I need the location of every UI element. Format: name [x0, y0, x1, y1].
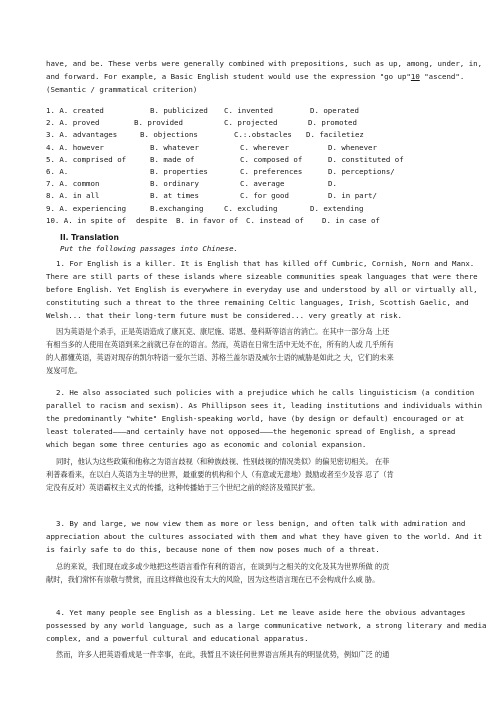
option-a: 2. A. proved	[46, 118, 100, 128]
option-a: 4. A. however	[46, 142, 104, 152]
passage-cn-line: 利普森看来，在以白人英语为主导的世界，最重要的机构和个人（有意或无意地）鼓励或者至少及容 忍了（肯	[46, 470, 394, 479]
option-c: C. excluding	[224, 203, 278, 213]
option-c: C. instead of	[246, 215, 304, 225]
option-c: C. projected	[224, 118, 278, 128]
passage-en-line: possessed by any world language, such as a large communicative network, a strong literary and media	[46, 621, 487, 630]
section-header	[60, 232, 470, 254]
passage-cn-line: 定没有反对）英语霸权主义式的传播，这种传播始于三个世纪之前的经济及殖民扩张。	[46, 483, 320, 492]
passage-en-line: before English. Yet English is everywhere in everyday use and understood by all or virtually all,	[46, 285, 478, 294]
option-b: B. properties	[150, 166, 208, 176]
option-c: C. for good	[240, 191, 289, 201]
option-c: C. average	[240, 179, 285, 189]
passage-1	[46, 257, 478, 377]
passage-cn-line: 岌岌可危。	[46, 366, 82, 375]
passage-en-line: There are still parts of these islands where sizeable communities speak languages that were there	[46, 272, 478, 281]
option-d: D. promoted	[308, 118, 357, 128]
passage-cn-line: 的人都懂英语，英语对现存的凯尔特语一爱尔兰语、苏格兰盖尔语及威尔士语的威胁是如此之 大，它们的未来	[46, 353, 394, 362]
passage-en-line: appreciation about the cultures associated with them and what they have given to the world. And it	[46, 532, 483, 541]
option-row	[46, 189, 456, 201]
passage-en-line: the predominantly "white" English-speaking world, have (by design or default) encouraged or at	[46, 414, 465, 423]
option-row	[46, 202, 456, 214]
option-c: C. wherever	[240, 142, 289, 152]
passage-cn-line: 献时，我们常怀有崇敬与赞赏，而且这样做也没有太大的风险，因为这些语言现在已不会构成什么威 胁。	[46, 575, 380, 584]
option-b: B. at times	[150, 191, 199, 201]
option-row	[46, 128, 456, 140]
option-d: D. in part/	[328, 191, 377, 201]
option-c: C.:.obstacles	[234, 130, 292, 140]
option-b: B. made of	[150, 154, 195, 164]
option-d: D. whenever	[328, 142, 377, 152]
option-a: 10. A. in spite of	[46, 215, 127, 225]
section-title: II. Translation	[60, 233, 119, 242]
passage-2	[46, 386, 483, 494]
option-a: 1. A. created	[46, 106, 104, 115]
option-a-alt: despite	[136, 215, 168, 225]
option-a: 3. A. advantages	[46, 130, 118, 140]
option-d: D. constituted of	[328, 154, 404, 164]
passage-en-line: 1. For English is a killer. It is English that has killed off Cumbric, Cornish, Norn and Manx.	[56, 259, 475, 268]
passage-en-line: 4. Yet many people see English as a blessing. Let me leave aside here the obvious advantages	[56, 608, 466, 617]
option-a: 9. A. experiencing	[46, 203, 127, 213]
passage-en-line: 3. By and large, we now view them as more or less benign, and often talk with admiration and	[56, 519, 466, 528]
option-row	[46, 104, 456, 116]
passage-4	[46, 606, 487, 661]
passage-en-line: which began some three centuries ago as economic and colonial expansion.	[46, 440, 367, 449]
passage-en-line: 2. He also associated such policies with a prejudice which he calls linguisticism (a condition	[56, 388, 475, 397]
option-d: D. faciletiez	[306, 130, 364, 140]
intro-line: (Semantic / grammatical criterion)	[46, 85, 198, 94]
option-a: 7. A. common	[46, 179, 100, 189]
passage-cn-line: 因为英语是个杀手，正是英语造成了康瓦克、康尼施、诺恩、曼科斯等语言的消亡。在其中一部分岛 上还	[56, 327, 390, 336]
option-a: 6. A.	[46, 166, 69, 176]
passage-en-line: parallel to racism and sexism). As Phillipson sees it, leading institutions and individuals within	[46, 401, 483, 410]
option-d: D. in case of	[322, 215, 380, 225]
intro-paragraph	[46, 57, 483, 96]
option-a: 8. A. in all	[46, 191, 100, 201]
intro-line: have, and be. These verbs were generally combined with prepositions, such as up, among, under, in,	[46, 59, 483, 68]
option-row	[46, 153, 456, 165]
option-b: B. publicized	[150, 106, 208, 115]
passage-cn-line: 同时，他认为这些政策和他称之为语言歧视（和种族歧视、性别歧视的情况类似）的偏见密切相关。 在菲	[56, 457, 390, 466]
option-c: C. invented	[224, 106, 273, 115]
passage-cn-line: 然而，许多人把英语看成是一件幸事，在此，我暂且不谈任何世界语言所具有的明显优势，例如广泛 的通	[56, 650, 390, 659]
passage-en-line: is fairly safe to do this, because none of them now poses much of a threat.	[46, 545, 380, 554]
passage-en-line: constituting such a threat to the three remaining Celtic languages, Irish, Scottish Gaelic, and	[46, 298, 469, 307]
intro-text: "ascend".	[419, 72, 465, 81]
option-c: C. preferences	[240, 166, 303, 176]
intro-text: and forward. For example, a Basic English student would use the expression "go up"	[46, 72, 411, 81]
option-c: C. composed of	[240, 154, 303, 164]
option-b: B. provided	[134, 118, 183, 128]
option-b: B. objections	[140, 130, 198, 140]
passage-cn-line: 总的来说，我们现在或多或少地把这些语言看作有利的语言，在谈到与之相关的文化及其为世界所做 的贡	[56, 562, 390, 571]
option-d: D. operated	[310, 106, 359, 115]
intro-line	[46, 70, 465, 83]
option-d: D.	[328, 179, 337, 189]
option-row	[46, 141, 456, 153]
passage-cn-line: 有相当多的人使用在英语到来之前就已存在的语言。然而，英语在日常生活中无处不在，所有的人或 几乎所有	[46, 340, 394, 349]
option-b: B.exchanging	[150, 203, 204, 213]
option-row	[46, 116, 456, 128]
option-row	[46, 177, 456, 189]
option-b: B. ordinary	[150, 179, 199, 189]
option-d: D. extending	[310, 203, 364, 213]
option-b: B. in favor of	[176, 215, 239, 225]
passage-en-line: Welsh... that their long-term future must be considered... very greatly at risk.	[46, 311, 402, 320]
option-a: 5. A. comprised of	[46, 154, 127, 164]
option-d: D. perceptions/	[328, 166, 395, 176]
passage-en-line: complex, and a powerful cultural and educational apparatus.	[46, 634, 309, 643]
passage-en-line: least tolerated———and certainly have not opposed———the hegemonic spread of English, a spread	[46, 427, 456, 436]
blank-number: 10	[410, 72, 420, 81]
option-b: B. whatever	[150, 142, 199, 152]
option-row	[46, 165, 456, 177]
option-row	[46, 214, 456, 226]
options-list	[46, 104, 456, 226]
passage-3	[46, 517, 483, 586]
section-instruction: Put the following passages into Chinese.	[60, 244, 238, 253]
